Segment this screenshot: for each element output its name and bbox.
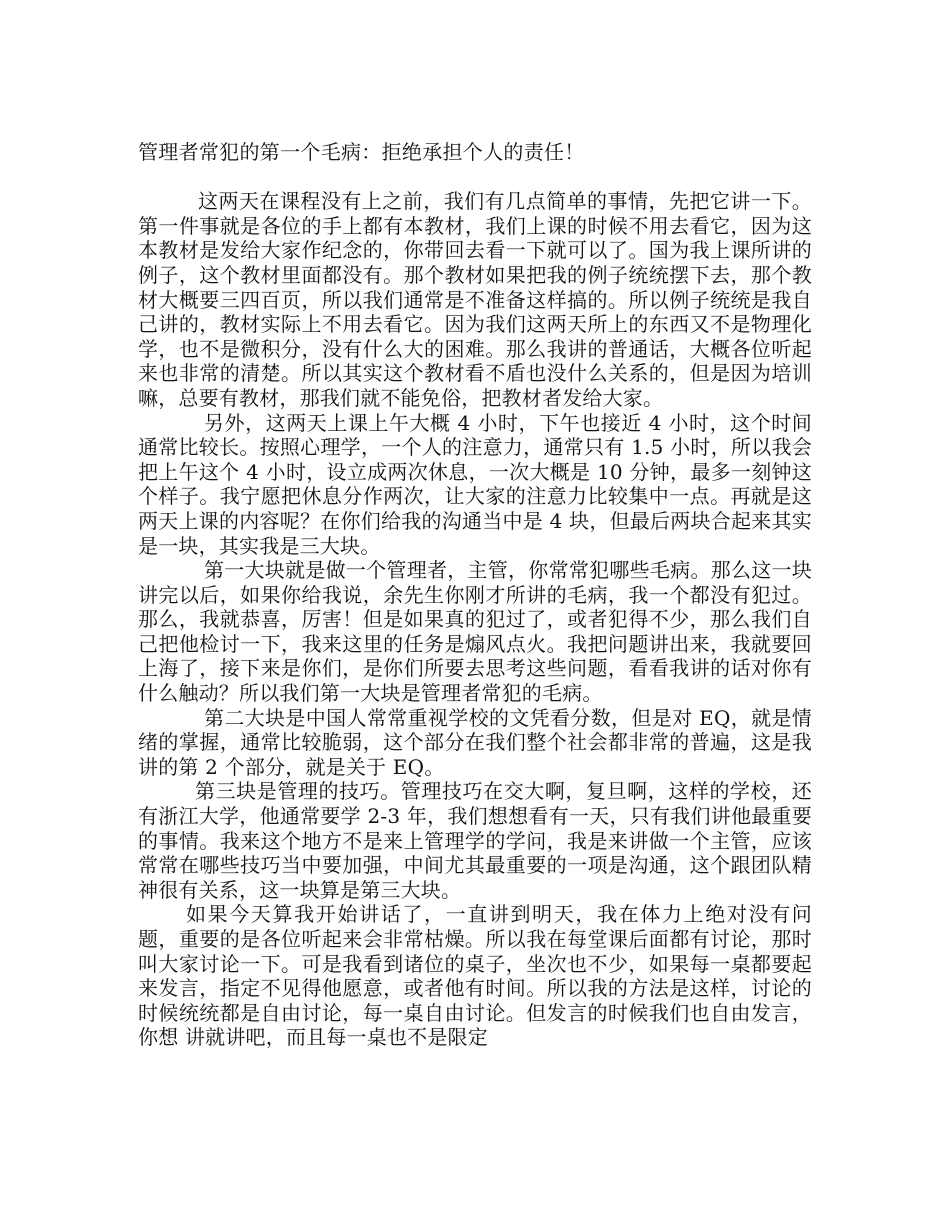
document-body <box>138 140 812 1050</box>
paragraph-third-block: 第三块是管理的技巧。管理技巧在交大啊，复旦啊，这样的学校，还有浙江大学，他通常要学 2-3 年，我们想想看有一天，只有我们讲他最重要的事情。我来这个地方不是来上管理学的学问，我是来讲做一个主管，应该常常在哪些技巧当中要加强，中间尤其最重要的一项是沟通，这个跟团队精神很有关系，这一块算是第三大块。 <box>138 779 812 902</box>
paragraph-first-block: 第一大块就是做一个管理者，主管，你常常犯哪些毛病。那么这一块讲完以后，如果你给我说，余先生你刚才所讲的毛病，我一个都没有犯过。那么，我就恭喜，厉害！但是如果真的犯过了，或者犯得不少，那么我们自己把他检讨一下，我来这里的任务是煽风点火。我把问题讲出来，我就要回上海了，接下来是你们，是你们所要去思考这些问题，看看我讲的话对你有什么触动？所以我们第一大块是管理者常犯的毛病。 <box>138 558 812 706</box>
paragraph-schedule: 另外，这两天上课上午大概 4 小时，下午也接近 4 小时，这个时间通常比较长。按照心理学，一个人的注意力，通常只有 1.5 小时，所以我会把上午这个 4 小时，设立成两次休息，一次大概是 10 分钟，最多一刻钟这个样子。我宁愿把休息分作两次，让大家的注意力比较集中一点。再就是这两天上课的内容呢？在你们给我的沟通当中是 4 块，但最后两块合起来其实是一块，其实我是三大块。 <box>138 410 812 558</box>
paragraph-second-block: 第二大块是中国人常常重视学校的文凭看分数，但是对 EQ，就是情绪的掌握，通常比较脆弱，这个部分在我们整个社会都非常的普遍，这是我讲的第 2 个部分，就是关于 EQ。 <box>138 705 812 779</box>
paragraph-course-materials: 这两天在课程没有上之前，我们有几点简单的事情，先把它讲一下。第一件事就是各位的手上都有本教材，我们上课的时候不用去看它，因为这本教材是发给大家作纪念的，你带回去看一下就可以了。国为我上课所讲的例子，这个教材里面都没有。那个教材如果把我的例子统统摆下去，那个教材大概要三四百页，所以我们通常是不准备这样搞的。所以例子统统是我自己讲的，教材实际上不用去看它。因为我们这两天所上的东西又不是物理化学，也不是微积分，没有什么大的困难。那么我讲的普通话，大概各位听起来也非常的清楚。所以其实这个教材看不盾也没什么关系的，但是因为培训嘛，总要有教材，那我们就不能免俗，把教材者发给大家。 <box>138 189 812 410</box>
document-title: 管理者常犯的第一个毛病：拒绝承担个人的责任！ <box>138 140 585 164</box>
paragraph-discussion: 如果今天算我开始讲话了，一直讲到明天，我在体力上绝对没有问题，重要的是各位听起来会非常枯燥。所以我在每堂课后面都有讨论，那时叫大家讨论一下。可是我看到诸位的桌子，坐次也不少，如果每一桌都要起来发言，指定不见得他愿意，或者他有时间。所以我的方法是这样，讨论的时候统统都是自由讨论，每一桌自由讨论。但发言的时候我们也自由发言，你想 讲就讲吧，而且每一桌也不是限定 <box>138 902 812 1050</box>
